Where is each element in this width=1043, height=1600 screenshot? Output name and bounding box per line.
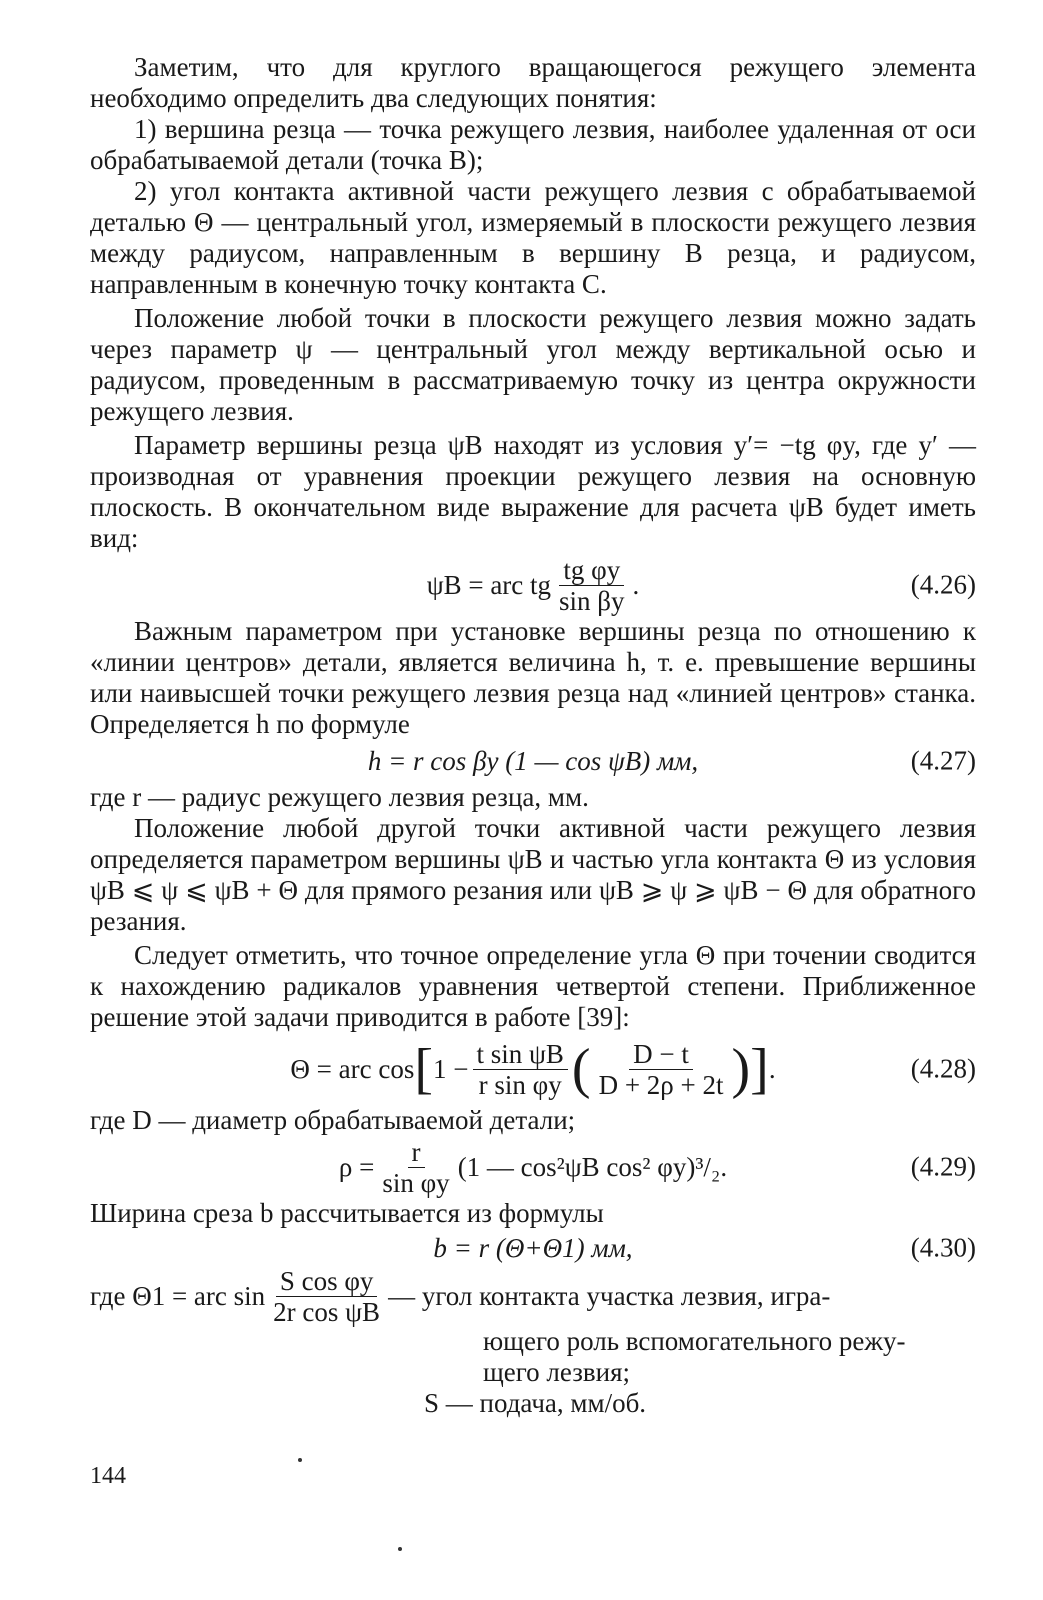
formula-4-26 bbox=[90, 554, 976, 616]
paragraph-other-point: Положение любой другой точки активной части режущего лезвия определяется параметром вершины ψB и частью угла контакта Θ из условия ψB ⩽ ψ ⩽ ψB + Θ для прямого резания или ψB ⩾ ψ ⩾ ψB − Θ для обратного резания. bbox=[90, 813, 976, 936]
page-content bbox=[90, 52, 976, 1419]
formula-4-28-numerator-2: D − t bbox=[629, 1040, 693, 1070]
formula-4-29-number: (4.29) bbox=[910, 1151, 976, 1182]
formula-4-29-rhs: (1 — cos²ψB cos² φy)³/₂. bbox=[457, 1151, 728, 1182]
formula-4-29-numerator: r bbox=[408, 1138, 425, 1168]
formula-4-28-denominator-1: r sin φy bbox=[478, 1069, 562, 1100]
formula-4-27-number: (4.27) bbox=[910, 745, 976, 776]
formula-4-26-numerator: tg φy bbox=[559, 556, 624, 586]
formula-4-28-tail: . bbox=[768, 1053, 776, 1084]
paragraph-b: Ширина среза b рассчитывается из формулы bbox=[90, 1198, 604, 1228]
bracket-left: [ bbox=[414, 1038, 434, 1100]
formula-4-30-number: (4.30) bbox=[910, 1232, 976, 1263]
formula-4-28 bbox=[90, 1033, 976, 1105]
bracket-right: ] bbox=[750, 1038, 769, 1100]
formula-4-26-tail: . bbox=[632, 569, 640, 600]
paragraph-h: Важным параметром при установке вершины резца по отношению к «линии центров» детали, является величина h, т. е. превышение вершины или наивысшей точки режущего лезвия резца над «линией центров» станка. Определяется h по формуле bbox=[90, 616, 976, 739]
formula-4-26-denominator: sin βy bbox=[559, 585, 625, 616]
theta1-definition bbox=[90, 1267, 976, 1326]
paragraph-d-def: где D — диаметр обрабатываемой детали; bbox=[90, 1105, 576, 1135]
print-speck bbox=[398, 1547, 402, 1551]
formula-4-28-numerator-1: t sin ψB bbox=[473, 1040, 568, 1070]
paragraph-intro: Заметим, что для круглого вращающегося режущего элемента необходимо определить два следующих понятия: bbox=[90, 52, 976, 113]
formula-4-29-denominator: sin φy bbox=[382, 1167, 450, 1198]
page-number: 144 bbox=[90, 1463, 126, 1489]
theta1-description-line-2: ющего роль вспомогательного режу- bbox=[483, 1326, 906, 1356]
formula-4-27-text: h = r cos βy (1 — cos ψB) мм, bbox=[367, 745, 699, 776]
paragraph-theta: Следует отметить, что точное определение угла Θ при точении сводится к нахождению радикалов уравнения четвертой степени. Приближенное решение этой задачи приводится в работе [39]: bbox=[90, 940, 976, 1032]
formula-4-28-lhs: Θ = arc cos bbox=[290, 1053, 415, 1084]
formula-4-28-number: (4.28) bbox=[910, 1053, 976, 1084]
formula-4-28-fraction-2 bbox=[595, 1040, 728, 1099]
theta1-description: — угол контакта участка лезвия, игра- bbox=[388, 1281, 831, 1311]
paragraph-r-def: где r — радиус режущего лезвия резца, мм. bbox=[90, 782, 589, 812]
theta1-denominator: 2r cos ψB bbox=[273, 1297, 381, 1327]
formula-4-28-fraction-1 bbox=[473, 1040, 568, 1099]
theta1-fraction bbox=[269, 1267, 384, 1326]
formula-4-29-fraction bbox=[378, 1138, 453, 1197]
paragraph-psi-b: Параметр вершины резца ψB находят из условия y′= −tg φy, где y′ — производная от уравнения проекции режущего лезвия на основную плоскость. В окончательном виде выражение для расчета ψB будет иметь вид: bbox=[90, 430, 976, 553]
theta1-lhs: где Θ1 = arc sin bbox=[90, 1281, 266, 1311]
feed-definition: S — подача, мм/об. bbox=[424, 1388, 647, 1418]
paren-left: ( bbox=[571, 1038, 591, 1100]
paragraph-item-1: 1) вершина резца — точка режущего лезвия, наиболее удаленная от оси обрабатываемой детали (точка B); bbox=[90, 114, 976, 175]
formula-4-30-text: b = r (Θ+Θ1) мм, bbox=[433, 1232, 633, 1263]
paren-right: ) bbox=[731, 1038, 751, 1100]
formula-4-26-number: (4.26) bbox=[910, 569, 976, 600]
formula-4-29-lhs: ρ = bbox=[338, 1151, 375, 1182]
theta1-description-line-3: щего лезвия; bbox=[483, 1357, 630, 1387]
paragraph-item-2: 2) угол контакта активной части режущего лезвия с обрабатываемой деталью Θ — центральный угол, измеряемый в плоскости режущего лезвия между радиусом, направленным в вершину B резца, и радиусом, направленным в конечную точку контакта C. bbox=[90, 176, 976, 299]
formula-4-28-one: 1 − bbox=[433, 1053, 469, 1084]
formula-4-26-lhs: ψB = arc tg bbox=[426, 569, 552, 600]
theta1-numerator: S cos φy bbox=[276, 1267, 378, 1297]
formula-4-30 bbox=[90, 1229, 976, 1267]
formula-4-28-denominator-2: D + 2ρ + 2t bbox=[598, 1069, 724, 1100]
print-speck bbox=[298, 1458, 302, 1462]
paragraph-psi: Положение любой точки в плоскости режущего лезвия можно задать через параметр ψ — центральный угол между вертикальной осью и радиусом, проведенным в рассматриваемую точку из центра окружности режущего лезвия. bbox=[90, 303, 976, 426]
formula-4-27 bbox=[90, 740, 976, 782]
formula-4-29 bbox=[90, 1136, 976, 1198]
formula-4-26-fraction bbox=[555, 556, 629, 615]
